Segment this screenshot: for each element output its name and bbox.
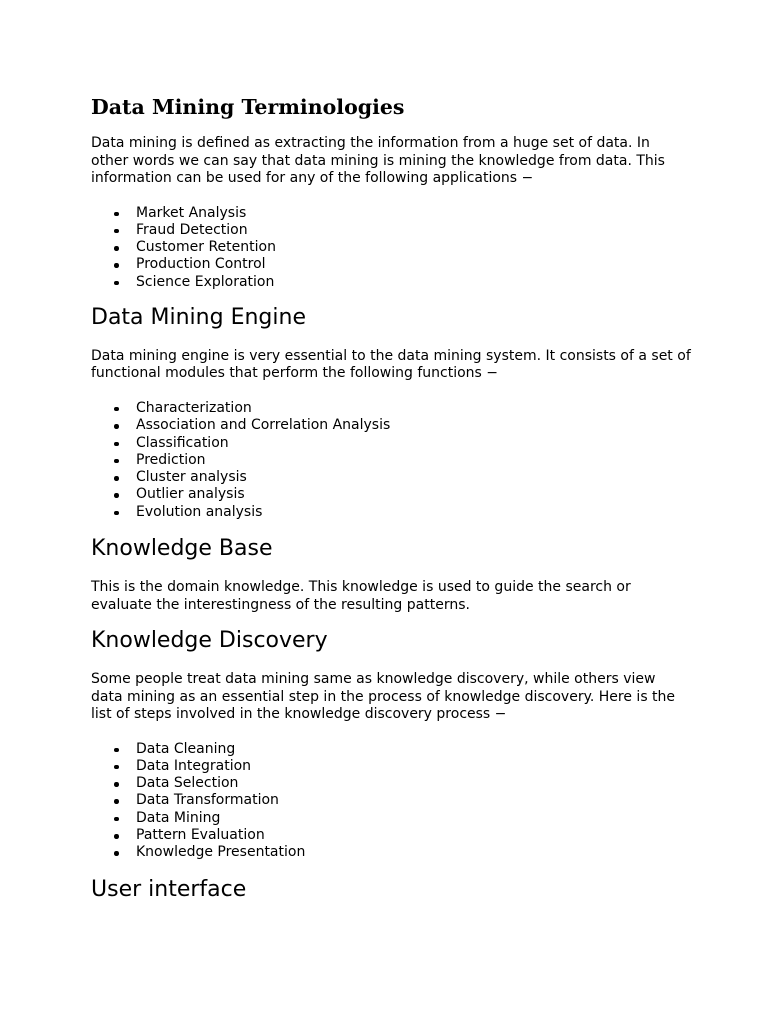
engine-functions-list — [91, 400, 691, 521]
section-heading-user-interface: User interface — [91, 876, 247, 902]
list-item: Classification — [91, 435, 691, 452]
list-item: Outlier analysis — [91, 486, 691, 503]
list-item: Association and Correlation Analysis — [91, 417, 691, 434]
list-item: Knowledge Presentation — [91, 844, 691, 861]
list-item: Fraud Detection — [91, 222, 691, 239]
list-item: Customer Retention — [91, 239, 691, 256]
list-item: Data Mining — [91, 810, 691, 827]
list-item: Characterization — [91, 400, 691, 417]
applications-list — [91, 205, 691, 291]
list-item: Market Analysis — [91, 205, 691, 222]
document-title: Data Mining Terminologies — [91, 95, 405, 119]
list-item: Data Integration — [91, 758, 691, 775]
knowledge-discovery-paragraph: Some people treat data mining same as knowledge discovery, while others view data mining as an essential step in the process of knowledge discovery. Here is the list of steps involved in the knowledge discovery process − — [91, 671, 676, 723]
section-heading-knowledge-discovery: Knowledge Discovery — [91, 628, 328, 654]
list-item: Cluster analysis — [91, 469, 691, 486]
knowledge-base-paragraph: This is the domain knowledge. This knowledge is used to guide the search or evaluate the interestingness of the resulting patterns. — [91, 579, 631, 613]
list-item: Pattern Evaluation — [91, 827, 691, 844]
document-page — [91, 94, 691, 904]
list-item: Production Control — [91, 256, 691, 273]
list-item: Prediction — [91, 452, 691, 469]
section-heading-knowledge-base: Knowledge Base — [91, 536, 273, 562]
section-heading-engine: Data Mining Engine — [91, 304, 306, 330]
list-item: Data Transformation — [91, 792, 691, 809]
knowledge-discovery-steps-list — [91, 741, 691, 862]
list-item: Evolution analysis — [91, 504, 691, 521]
engine-paragraph: Data mining engine is very essential to the data mining system. It consists of a set of functional modules that perform the following functions − — [91, 347, 691, 382]
intro-paragraph: Data mining is defined as extracting the information from a huge set of data. In other words we can say that data mining is mining the knowledge from data. This information can be used for any of the following applications − — [91, 135, 665, 186]
list-item: Data Selection — [91, 775, 691, 792]
list-item: Data Cleaning — [91, 741, 691, 758]
list-item: Science Exploration — [91, 274, 691, 291]
